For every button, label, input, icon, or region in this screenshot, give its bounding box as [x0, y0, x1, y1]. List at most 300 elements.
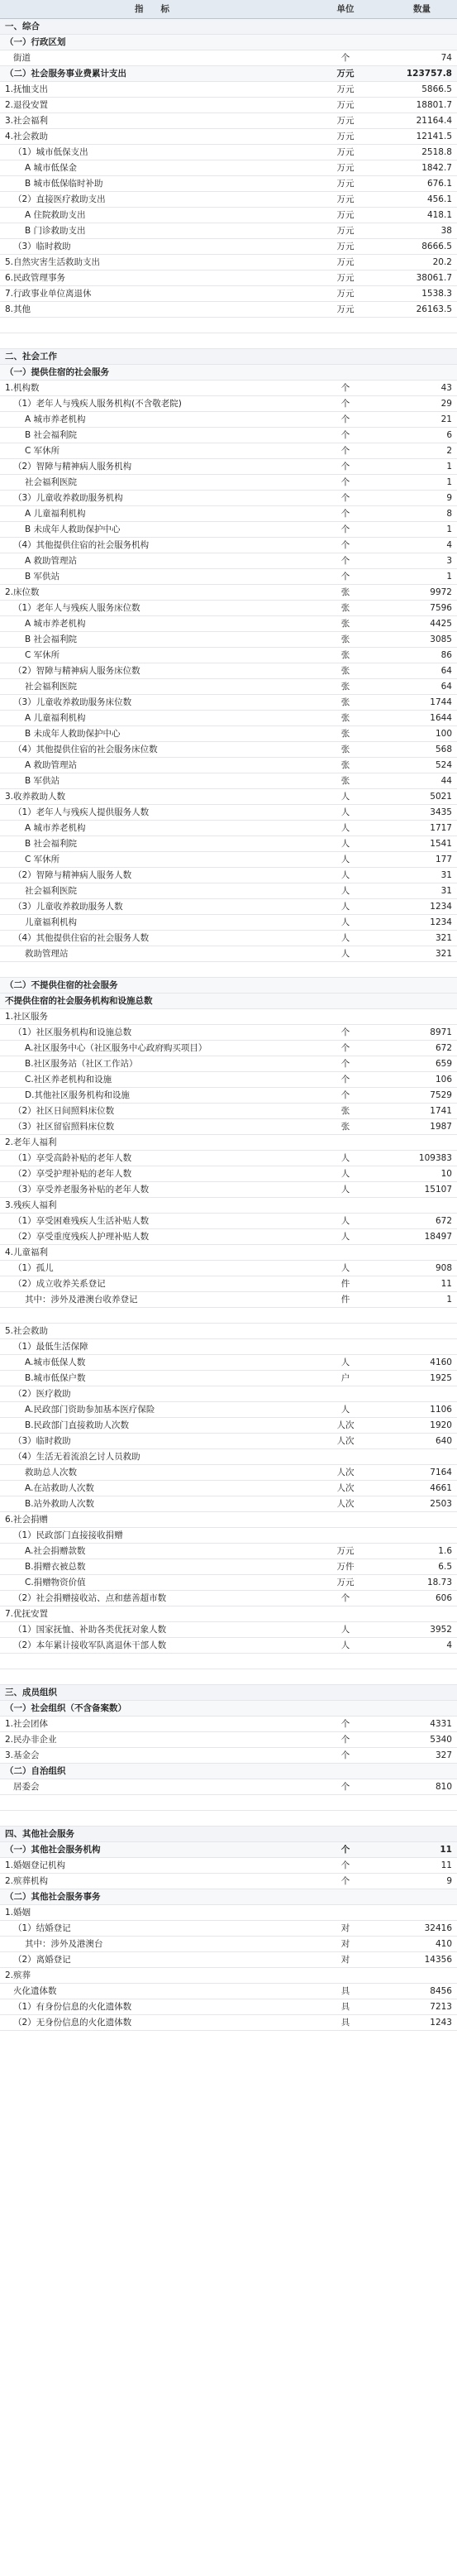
indicator-cell: B 社会福利院	[25, 634, 78, 644]
table-row	[0, 129, 457, 145]
indicator-cell: 1.抚恤支出	[5, 84, 49, 94]
indicator-cell: （3）儿童收养救助服务机构	[13, 493, 123, 503]
value-cell: 14356	[424, 1955, 452, 1965]
value-cell: 5021	[430, 792, 452, 802]
value-cell: 1541	[430, 839, 452, 849]
unit-cell	[304, 994, 387, 1009]
indicator-cell: C 军休所	[25, 650, 60, 660]
indicator-cell: 一、综合	[0, 19, 304, 35]
unit-cell: 人次	[336, 1436, 355, 1446]
table-row	[0, 1937, 457, 1952]
unit-cell: 人	[340, 933, 350, 943]
table-row	[0, 475, 457, 491]
unit-cell: 万元	[336, 163, 355, 173]
indicator-cell: （2）享受护理补贴的老年人数	[13, 1169, 132, 1179]
value-cell: 7164	[430, 1468, 452, 1477]
value-cell	[387, 1512, 457, 1528]
indicator-cell: 四、其他社会服务	[0, 1827, 304, 1842]
unit-cell: 万元	[336, 304, 355, 314]
indicator-cell: 1.社区服务	[5, 1012, 49, 1022]
indicator-cell: （1）最低生活保障	[13, 1342, 88, 1352]
indicator-cell: B.站外救助人次数	[25, 1499, 95, 1509]
unit-cell: 人	[340, 1405, 350, 1415]
table-row	[0, 1968, 457, 1984]
table-row	[0, 742, 457, 758]
value-cell	[387, 1889, 457, 1905]
value-cell	[387, 1009, 457, 1025]
unit-cell: 具	[340, 1986, 350, 1996]
spacer-row	[0, 1308, 457, 1324]
subsection-row	[0, 1842, 457, 1858]
indicator-cell: A 救助管理站	[25, 760, 78, 770]
table-row	[0, 98, 457, 113]
value-cell: 1987	[430, 1122, 452, 1132]
unit-cell: 张	[340, 729, 350, 739]
indicator-cell	[0, 1811, 304, 1827]
value-cell: 8456	[430, 1986, 452, 1996]
value-cell: 321	[435, 933, 452, 943]
table-row	[0, 1449, 457, 1465]
indicator-cell: A.民政部门资助参加基本医疗保险	[25, 1405, 155, 1415]
table-row	[0, 1496, 457, 1512]
table-row	[0, 491, 457, 506]
value-cell: 18497	[424, 1232, 452, 1242]
table-row	[0, 601, 457, 616]
unit-cell: 万元	[304, 66, 387, 82]
unit-cell: 张	[340, 682, 350, 692]
indicator-cell: A 救助管理站	[25, 556, 78, 566]
table-row	[0, 459, 457, 475]
value-cell: 106	[435, 1075, 452, 1085]
value-cell: 1	[446, 524, 452, 534]
value-cell: 606	[435, 1593, 452, 1603]
table-row	[0, 1245, 457, 1261]
value-cell: 21164.4	[416, 116, 452, 126]
indicator-cell: 1.社会团体	[5, 1719, 49, 1729]
table-row	[0, 1104, 457, 1119]
unit-cell: 人	[340, 886, 350, 896]
value-cell: 21	[440, 414, 452, 424]
value-cell: 2503	[430, 1499, 452, 1509]
value-cell: 4661	[430, 1483, 452, 1493]
table-row	[0, 160, 457, 176]
unit-cell: 个	[340, 572, 350, 582]
table-row	[0, 1717, 457, 1732]
value-cell	[387, 35, 457, 50]
subsection-row	[0, 1701, 457, 1717]
table-row	[0, 1638, 457, 1654]
unit-cell: 张	[340, 1122, 350, 1132]
unit-cell: 件	[340, 1279, 350, 1289]
value-cell: 3085	[430, 634, 452, 644]
section-row	[0, 1685, 457, 1701]
table-row	[0, 946, 457, 962]
value-cell: 64	[440, 666, 452, 676]
value-cell: 44	[440, 776, 452, 786]
indicator-cell: B.民政部门直接救助人次数	[25, 1420, 130, 1430]
indicator-cell: A 城市养老机构	[25, 619, 86, 629]
table-row	[0, 1858, 457, 1874]
value-cell	[387, 1606, 457, 1622]
table-row	[0, 1229, 457, 1245]
value-cell: 43	[440, 383, 452, 393]
indicator-cell: （4）其他提供住宿的社会服务机构	[13, 540, 150, 550]
table-row	[0, 836, 457, 852]
section-row	[0, 1827, 457, 1842]
table-row	[0, 695, 457, 711]
value-cell: 3	[446, 556, 452, 566]
value-cell	[387, 1905, 457, 1921]
indicator-cell: A 城市养老机构	[25, 414, 86, 424]
unit-cell: 对	[340, 1923, 350, 1933]
value-cell	[387, 962, 457, 978]
unit-cell: 万元	[336, 179, 355, 189]
header-indicator: 指 标	[0, 0, 304, 19]
indicator-cell: 7.优抚安置	[5, 1609, 49, 1619]
unit-cell: 人	[340, 1625, 350, 1635]
unit-cell: 个	[340, 1750, 350, 1760]
indicator-cell: （3）享受养老服务补贴的老年人数	[13, 1185, 150, 1195]
unit-cell: 张	[340, 1106, 350, 1116]
indicator-cell: （3）社区留宿照料床位数	[13, 1122, 115, 1132]
value-cell: 1925	[430, 1373, 452, 1383]
unit-cell: 万元	[336, 242, 355, 251]
table-row	[0, 239, 457, 255]
subsection-row	[0, 1764, 457, 1779]
unit-cell: 万件	[336, 1562, 355, 1572]
unit-cell: 张	[340, 603, 350, 613]
unit-cell	[304, 1135, 387, 1151]
indicator-cell: （3）临时救助	[13, 242, 71, 251]
value-cell: 410	[435, 1939, 452, 1949]
indicator-cell: （2）成立收养关系登记	[13, 1279, 106, 1289]
unit-cell: 张	[340, 776, 350, 786]
subsection-row	[0, 365, 457, 381]
value-cell	[387, 1669, 457, 1685]
indicator-cell: C 军休所	[25, 446, 60, 456]
table-row	[0, 1214, 457, 1229]
table-row	[0, 1025, 457, 1041]
value-cell: 1	[446, 462, 452, 472]
spacer-row	[0, 1669, 457, 1685]
unit-cell: 人	[340, 1232, 350, 1242]
unit-cell: 万元	[336, 84, 355, 94]
value-cell: 9972	[430, 587, 452, 597]
indicator-cell: B 未成年人救助保护中心	[25, 729, 121, 739]
table-row	[0, 915, 457, 931]
value-cell: 327	[435, 1750, 452, 1760]
unit-cell: 万元	[336, 194, 355, 204]
table-row	[0, 1261, 457, 1276]
indicator-cell: （2）社区日间照料床位数	[13, 1106, 115, 1116]
table-row	[0, 1135, 457, 1151]
indicator-cell	[0, 962, 304, 978]
indicator-cell: B 军供站	[25, 776, 60, 786]
unit-cell: 个	[340, 414, 350, 424]
indicator-cell: B.捐赠衣被总数	[25, 1562, 86, 1572]
value-cell: 1644	[430, 713, 452, 723]
unit-cell: 人次	[336, 1468, 355, 1477]
indicator-cell: （1）社区服务机构和设施总数	[13, 1027, 132, 1037]
indicator-cell: 社会福利医院	[25, 477, 77, 487]
value-cell	[387, 1198, 457, 1214]
unit-cell	[304, 1654, 387, 1669]
table-row	[0, 50, 457, 66]
table-row	[0, 1544, 457, 1559]
unit-cell: 人	[340, 839, 350, 849]
value-cell: 9	[446, 493, 452, 503]
unit-cell	[304, 1701, 387, 1717]
unit-cell: 张	[340, 713, 350, 723]
indicator-cell: 4.儿童福利	[5, 1247, 49, 1257]
indicator-cell: （1）老年人与残疾人服务床位数	[13, 603, 140, 613]
unit-cell: 人	[340, 949, 350, 959]
value-cell: 11	[440, 1860, 452, 1870]
unit-cell: 张	[340, 745, 350, 754]
indicator-cell: 火化遗体数	[13, 1986, 57, 1996]
unit-cell	[304, 1764, 387, 1779]
unit-cell: 个	[340, 399, 350, 409]
table-row	[0, 773, 457, 789]
indicator-cell: 5.社会救助	[5, 1326, 49, 1336]
unit-cell: 个	[340, 477, 350, 487]
table-row	[0, 522, 457, 538]
indicator-cell: A 城市低保金	[25, 163, 78, 173]
indicator-cell: （1）民政部门直接接收捐赠	[13, 1530, 123, 1540]
table-row	[0, 396, 457, 412]
value-cell	[387, 1685, 457, 1701]
indicator-cell: 6.民政管理事务	[5, 273, 66, 283]
indicator-cell: （2）智障与精神病人服务人数	[13, 870, 132, 880]
spacer-row	[0, 962, 457, 978]
unit-cell: 具	[340, 2002, 350, 2012]
unit-cell	[304, 1009, 387, 1025]
table-row	[0, 1528, 457, 1544]
indicator-cell: A.城市低保人数	[25, 1357, 86, 1367]
unit-cell	[304, 349, 387, 365]
indicator-cell: 2.殡葬	[5, 1970, 31, 1980]
table-row	[0, 176, 457, 192]
value-cell: 1920	[430, 1420, 452, 1430]
value-cell	[387, 1654, 457, 1669]
value-cell: 4	[446, 1640, 452, 1650]
spacer-row	[0, 1654, 457, 1669]
unit-cell: 人次	[336, 1483, 355, 1493]
table-row	[0, 1371, 457, 1386]
table-row	[0, 1559, 457, 1575]
indicator-cell: （2）享受重度残疾人护理补贴人数	[13, 1232, 150, 1242]
table-row	[0, 1119, 457, 1135]
unit-cell	[304, 1968, 387, 1984]
unit-cell: 个	[340, 556, 350, 566]
table-row	[0, 145, 457, 160]
indicator-cell: 社会福利医院	[25, 682, 77, 692]
value-cell	[387, 1386, 457, 1402]
unit-cell: 万元	[336, 257, 355, 267]
value-cell: 9	[446, 1876, 452, 1886]
unit-cell: 张	[340, 619, 350, 629]
table-row	[0, 821, 457, 836]
value-cell: 3435	[430, 807, 452, 817]
unit-cell: 个	[340, 1059, 350, 1069]
unit-cell	[304, 1528, 387, 1544]
indicator-cell: （二）社会服务事业费累计支出	[0, 66, 304, 82]
table-row	[0, 899, 457, 915]
value-cell	[387, 994, 457, 1009]
table-row	[0, 1952, 457, 1968]
value-cell: 810	[435, 1782, 452, 1792]
header-value: 数量	[387, 0, 457, 19]
table-header	[0, 0, 457, 19]
spacer-row	[0, 333, 457, 349]
table-row	[0, 1355, 457, 1371]
indicator-cell: 1.机构数	[5, 383, 40, 393]
value-cell: 1234	[430, 902, 452, 912]
subsection-row	[0, 1889, 457, 1905]
unit-cell	[304, 1386, 387, 1402]
table-row	[0, 2015, 457, 2031]
unit-cell: 个	[340, 430, 350, 440]
indicator-cell: A.社区服务中心（社区服务中心政府购买项目）	[25, 1043, 207, 1053]
unit-cell: 个	[340, 1876, 350, 1886]
table-row	[0, 726, 457, 742]
value-cell: 8666.5	[421, 242, 452, 251]
value-cell: 676.1	[426, 179, 452, 189]
value-cell: 38	[440, 226, 452, 236]
indicator-cell: 2.退役安置	[5, 100, 49, 110]
value-cell: 1234	[430, 917, 452, 927]
indicator-cell: （二）自治组织	[0, 1764, 304, 1779]
value-cell: 659	[435, 1059, 452, 1069]
indicator-cell: 2.殡葬机构	[5, 1876, 49, 1886]
table-row	[0, 428, 457, 443]
indicator-cell: 居委会	[13, 1782, 40, 1792]
table-row	[0, 1072, 457, 1088]
spacer-row	[0, 318, 457, 333]
unit-cell	[304, 318, 387, 333]
unit-cell: 人	[340, 1185, 350, 1195]
indicator-cell: B 军供站	[25, 572, 60, 582]
table-row	[0, 443, 457, 459]
table-row	[0, 585, 457, 601]
indicator-cell: A 住院救助支出	[25, 210, 86, 220]
value-cell: 177	[435, 855, 452, 864]
indicator-cell: （1）老年人与残疾人提供服务人数	[13, 807, 150, 817]
indicator-cell: 儿童福利机构	[25, 917, 77, 927]
value-cell: 32416	[424, 1923, 452, 1933]
indicator-cell: 2.老年人福利	[5, 1137, 57, 1147]
indicator-cell: B.社区服务站（社区工作站）	[25, 1059, 138, 1069]
unit-cell: 万元	[336, 1578, 355, 1587]
value-cell: 11	[440, 1279, 452, 1289]
unit-cell	[304, 1827, 387, 1842]
indicator-cell: 2.床位数	[5, 587, 40, 597]
indicator-cell: 其中：涉外及港澳台	[25, 1939, 103, 1949]
indicator-cell: 街道	[13, 53, 31, 63]
unit-cell	[304, 962, 387, 978]
indicator-cell: 1.婚姻	[5, 1908, 31, 1918]
value-cell	[387, 318, 457, 333]
unit-cell: 万元	[336, 273, 355, 283]
indicator-cell: （二）不提供住宿的社会服务	[0, 978, 304, 994]
unit-cell: 万元	[336, 147, 355, 157]
indicator-cell: 二、社会工作	[0, 349, 304, 365]
table-row	[0, 1056, 457, 1072]
unit-cell: 人	[340, 1169, 350, 1179]
value-cell: 7529	[430, 1090, 452, 1100]
table-row	[0, 1575, 457, 1591]
value-cell: 26163.5	[416, 304, 452, 314]
indicator-cell: 6.社会捐赠	[5, 1515, 49, 1525]
indicator-cell: A 城市养老机构	[25, 823, 86, 833]
table-row	[0, 553, 457, 569]
value-cell: 1106	[430, 1405, 452, 1415]
value-cell: 1243	[430, 2018, 452, 2028]
unit-cell: 万元	[336, 1546, 355, 1556]
value-cell: 29	[440, 399, 452, 409]
indicator-cell	[0, 333, 304, 349]
table-row	[0, 538, 457, 553]
value-cell: 86	[440, 650, 452, 660]
unit-cell: 人	[340, 917, 350, 927]
value-cell	[387, 333, 457, 349]
table-row	[0, 679, 457, 695]
table-row	[0, 883, 457, 899]
unit-cell	[304, 1685, 387, 1701]
table-row	[0, 113, 457, 129]
table-row	[0, 286, 457, 302]
unit-cell: 万元	[336, 226, 355, 236]
indicator-cell: 其中：涉外及港澳台收养登记	[25, 1295, 138, 1305]
indicator-cell: （1）有身份信息的火化遗体数	[13, 2002, 132, 2012]
indicator-cell: （3）儿童收养救助服务床位数	[13, 697, 132, 707]
value-cell	[387, 1795, 457, 1811]
spacer-row	[0, 1811, 457, 1827]
unit-cell: 人	[340, 1153, 350, 1163]
indicator-cell: （4）其他提供住宿的社会服务人数	[13, 933, 150, 943]
unit-cell: 对	[340, 1955, 350, 1965]
value-cell: 20.2	[432, 257, 452, 267]
indicator-cell: A 儿童福利机构	[25, 509, 86, 519]
unit-cell	[304, 978, 387, 994]
table-row	[0, 1324, 457, 1339]
unit-cell: 个	[340, 462, 350, 472]
indicator-cell: （2）智障与精神病人服务床位数	[13, 666, 140, 676]
unit-cell: 张	[340, 650, 350, 660]
indicator-cell: 8.其他	[5, 304, 31, 314]
unit-cell: 人	[340, 855, 350, 864]
unit-cell: 个	[340, 540, 350, 550]
value-cell: 321	[435, 949, 452, 959]
indicator-cell: 3.收养救助人数	[5, 792, 66, 802]
unit-cell	[304, 1669, 387, 1685]
unit-cell	[304, 1449, 387, 1465]
unit-cell: 对	[340, 1939, 350, 1949]
value-cell: 10	[440, 1169, 452, 1179]
spacer-row	[0, 1795, 457, 1811]
value-cell: 1538.3	[421, 289, 452, 299]
value-cell	[387, 1701, 457, 1717]
value-cell	[387, 1135, 457, 1151]
value-cell	[387, 1764, 457, 1779]
unit-cell: 个	[340, 524, 350, 534]
value-cell: 4	[446, 540, 452, 550]
unit-cell: 万元	[336, 116, 355, 126]
table-row	[0, 1481, 457, 1496]
unit-cell: 万元	[336, 100, 355, 110]
table-row	[0, 1418, 457, 1434]
unit-cell: 个	[340, 493, 350, 503]
